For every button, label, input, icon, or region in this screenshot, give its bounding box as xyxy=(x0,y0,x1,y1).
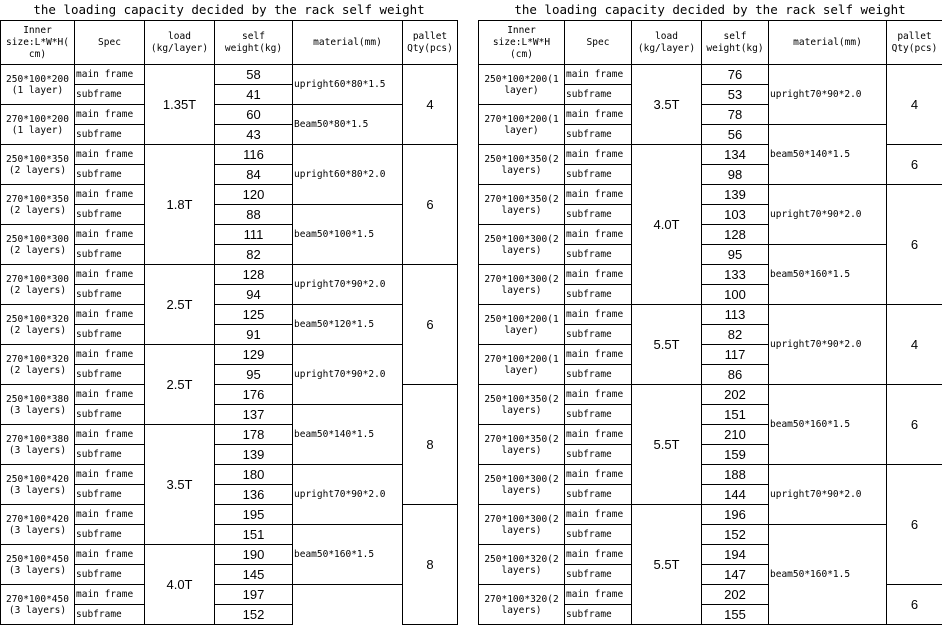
pallet-qty-cell: 6 xyxy=(887,465,942,585)
self-weight-cell: 117 xyxy=(702,345,769,365)
rack-size-cell: 250*100*200(1 layer) xyxy=(479,305,565,345)
pallet-qty-cell: 6 xyxy=(403,265,458,385)
material-cell: beam50*140*1.5 xyxy=(769,125,887,185)
spec-subframe: subframe xyxy=(75,325,145,345)
rack-size-cell: 270*100*450 (3 layers) xyxy=(1,585,75,625)
header-spec: Spec xyxy=(75,21,145,65)
self-weight-cell: 94 xyxy=(215,285,293,305)
spec-subframe: subframe xyxy=(75,205,145,225)
spec-subframe: subframe xyxy=(75,525,145,545)
spec-main-frame: main frame xyxy=(565,465,632,485)
rack-size-cell: 270*100*320(2 layers) xyxy=(479,585,565,625)
capacity-table-right xyxy=(478,20,942,625)
rack-size-cell: 250*100*200 (1 layer) xyxy=(1,65,75,105)
rack-size-cell: 250*100*320 (2 layers) xyxy=(1,305,75,345)
self-weight-cell: 82 xyxy=(215,245,293,265)
self-weight-cell: 95 xyxy=(215,365,293,385)
self-weight-cell: 98 xyxy=(702,165,769,185)
material-cell: beam50*160*1.5 xyxy=(769,385,887,465)
pallet-qty-cell: 6 xyxy=(887,145,942,185)
load-cell: 5.5T xyxy=(632,505,702,625)
header-load: load (kg/layer) xyxy=(632,21,702,65)
load-cell: 3.5T xyxy=(145,425,215,545)
table-title: the loading capacity decided by the rack self weight xyxy=(478,0,942,20)
left-table-panel xyxy=(0,0,458,622)
spec-subframe: subframe xyxy=(75,485,145,505)
table-row xyxy=(479,385,942,405)
self-weight-cell: 151 xyxy=(702,405,769,425)
load-cell: 5.5T xyxy=(632,305,702,385)
material-cell: upright70*90*2.0 xyxy=(293,265,403,305)
header-size: Inner size:L*W*H (cm) xyxy=(479,21,565,65)
material-cell: upright60*80*2.0 xyxy=(293,145,403,205)
spec-subframe: subframe xyxy=(565,285,632,305)
header-material: material(mm) xyxy=(769,21,887,65)
rack-size-cell: 250*100*350 (2 layers) xyxy=(1,145,75,185)
self-weight-cell: 190 xyxy=(215,545,293,565)
self-weight-cell: 100 xyxy=(702,285,769,305)
pallet-qty-cell: 6 xyxy=(887,185,942,305)
spec-main-frame: main frame xyxy=(75,185,145,205)
self-weight-cell: 145 xyxy=(215,565,293,585)
rack-size-cell: 270*100*300(2 layers) xyxy=(479,265,565,305)
material-cell: beam50*140*1.5 xyxy=(293,405,403,465)
load-cell: 4.0T xyxy=(632,145,702,305)
self-weight-cell: 139 xyxy=(702,185,769,205)
self-weight-cell: 144 xyxy=(702,485,769,505)
self-weight-cell: 120 xyxy=(215,185,293,205)
spec-main-frame: main frame xyxy=(75,545,145,565)
self-weight-cell: 125 xyxy=(215,305,293,325)
spec-subframe: subframe xyxy=(75,445,145,465)
spec-main-frame: main frame xyxy=(75,585,145,605)
header-row xyxy=(1,21,458,65)
spec-subframe: subframe xyxy=(75,245,145,265)
spec-main-frame: main frame xyxy=(565,585,632,605)
pallet-qty-cell: 6 xyxy=(887,385,942,465)
material-cell: beam50*160*1.5 xyxy=(293,525,403,585)
header-material: material(mm) xyxy=(293,21,403,65)
pallet-qty-cell: 8 xyxy=(403,505,458,625)
self-weight-cell: 43 xyxy=(215,125,293,145)
self-weight-cell: 111 xyxy=(215,225,293,245)
spec-subframe: subframe xyxy=(565,405,632,425)
self-weight-cell: 197 xyxy=(215,585,293,605)
spec-subframe: subframe xyxy=(565,205,632,225)
spec-subframe: subframe xyxy=(565,245,632,265)
rack-size-cell: 270*100*200(1 layer) xyxy=(479,105,565,145)
rack-size-cell: 270*100*420 (3 layers) xyxy=(1,505,75,545)
spec-main-frame: main frame xyxy=(565,265,632,285)
self-weight-cell: 113 xyxy=(702,305,769,325)
rack-size-cell: 270*100*200 (1 layer) xyxy=(1,105,75,145)
rack-size-cell: 250*100*420 (3 layers) xyxy=(1,465,75,505)
spec-subframe: subframe xyxy=(565,125,632,145)
spec-subframe: subframe xyxy=(75,565,145,585)
spec-subframe: subframe xyxy=(75,165,145,185)
material-cell: upright60*80*1.5 xyxy=(293,65,403,105)
self-weight-cell: 195 xyxy=(215,505,293,525)
spec-subframe: subframe xyxy=(75,605,145,625)
spec-main-frame: main frame xyxy=(75,505,145,525)
rack-size-cell: 250*100*350(2 layers) xyxy=(479,385,565,425)
self-weight-cell: 60 xyxy=(215,105,293,125)
table-row xyxy=(1,305,458,325)
rack-size-cell: 270*100*300(2 layers) xyxy=(479,505,565,545)
rack-size-cell: 250*100*450 (3 layers) xyxy=(1,545,75,585)
self-weight-cell: 152 xyxy=(215,605,293,625)
spec-subframe: subframe xyxy=(565,325,632,345)
self-weight-cell: 56 xyxy=(702,125,769,145)
capacity-table-left xyxy=(0,20,458,625)
spec-main-frame: main frame xyxy=(565,545,632,565)
right-table-panel xyxy=(478,0,942,622)
load-cell: 3.5T xyxy=(632,65,702,145)
self-weight-cell: 134 xyxy=(702,145,769,165)
material-cell: beam50*160*1.5 xyxy=(769,245,887,305)
spec-subframe: subframe xyxy=(565,365,632,385)
self-weight-cell: 86 xyxy=(702,365,769,385)
material-cell: upright70*90*2.0 xyxy=(769,185,887,245)
self-weight-cell: 82 xyxy=(702,325,769,345)
table-body xyxy=(479,21,942,625)
rack-size-cell: 270*100*200(1 layer) xyxy=(479,345,565,385)
rack-size-cell: 250*100*350(2 layers) xyxy=(479,145,565,185)
pallet-qty-cell: 6 xyxy=(403,145,458,265)
table-body xyxy=(1,21,458,625)
spec-subframe: subframe xyxy=(75,285,145,305)
spec-main-frame: main frame xyxy=(75,225,145,245)
self-weight-cell: 155 xyxy=(702,605,769,625)
table-row xyxy=(1,145,458,165)
rack-size-cell: 270*100*350(2 layers) xyxy=(479,185,565,225)
spec-subframe: subframe xyxy=(75,125,145,145)
table-row xyxy=(1,585,458,605)
self-weight-cell: 152 xyxy=(702,525,769,545)
rack-size-cell: 250*100*380 (3 layers) xyxy=(1,385,75,425)
spec-main-frame: main frame xyxy=(565,425,632,445)
spec-main-frame: main frame xyxy=(565,105,632,125)
material-cell: beam50*100*1.5 xyxy=(293,205,403,265)
self-weight-cell: 188 xyxy=(702,465,769,485)
table-row xyxy=(1,65,458,85)
self-weight-cell: 151 xyxy=(215,525,293,545)
header-weight: self weight(kg) xyxy=(702,21,769,65)
table-row xyxy=(479,185,942,205)
spec-main-frame: main frame xyxy=(75,385,145,405)
spec-main-frame: main frame xyxy=(75,345,145,365)
self-weight-cell: 91 xyxy=(215,325,293,345)
spec-main-frame: main frame xyxy=(75,425,145,445)
self-weight-cell: 84 xyxy=(215,165,293,185)
self-weight-cell: 147 xyxy=(702,565,769,585)
self-weight-cell: 180 xyxy=(215,465,293,485)
header-row xyxy=(479,21,942,65)
spec-main-frame: main frame xyxy=(565,185,632,205)
header-qty: pallet Qty(pcs) xyxy=(403,21,458,65)
spec-main-frame: main frame xyxy=(565,305,632,325)
header-spec: Spec xyxy=(565,21,632,65)
table-row xyxy=(1,465,458,485)
load-cell: 5.5T xyxy=(632,385,702,505)
material-cell: beam50*120*1.5 xyxy=(293,305,403,345)
material-cell: upright70*90*2.0 xyxy=(769,465,887,525)
self-weight-cell: 128 xyxy=(702,225,769,245)
self-weight-cell: 137 xyxy=(215,405,293,425)
spec-main-frame: main frame xyxy=(565,505,632,525)
spec-subframe: subframe xyxy=(565,565,632,585)
spec-main-frame: main frame xyxy=(75,145,145,165)
spec-main-frame: main frame xyxy=(565,65,632,85)
spec-subframe: subframe xyxy=(565,485,632,505)
self-weight-cell: 139 xyxy=(215,445,293,465)
spec-main-frame: main frame xyxy=(565,385,632,405)
rack-size-cell: 250*100*300 (2 layers) xyxy=(1,225,75,265)
rack-size-cell: 270*100*320 (2 layers) xyxy=(1,345,75,385)
spec-main-frame: main frame xyxy=(565,145,632,165)
spec-main-frame: main frame xyxy=(565,225,632,245)
rack-size-cell: 270*100*350(2 layers) xyxy=(479,425,565,465)
self-weight-cell: 58 xyxy=(215,65,293,85)
load-cell: 1.8T xyxy=(145,145,215,265)
self-weight-cell: 88 xyxy=(215,205,293,225)
material-cell: upright70*90*2.0 xyxy=(293,345,403,405)
pallet-qty-cell: 4 xyxy=(887,305,942,385)
spec-subframe: subframe xyxy=(75,405,145,425)
rack-size-cell: 250*100*300(2 layers) xyxy=(479,225,565,265)
table-row xyxy=(1,265,458,285)
self-weight-cell: 159 xyxy=(702,445,769,465)
self-weight-cell: 103 xyxy=(702,205,769,225)
self-weight-cell: 53 xyxy=(702,85,769,105)
material-cell: Beam50*80*1.5 xyxy=(293,105,403,145)
pallet-qty-cell: 6 xyxy=(887,585,942,625)
pallet-qty-cell: 4 xyxy=(887,65,942,145)
spec-subframe: subframe xyxy=(565,445,632,465)
material-cell: upright70*90*2.0 xyxy=(769,65,887,125)
spec-subframe: subframe xyxy=(565,85,632,105)
header-weight: self weight(kg) xyxy=(215,21,293,65)
self-weight-cell: 95 xyxy=(702,245,769,265)
rack-size-cell: 250*100*300(2 layers) xyxy=(479,465,565,505)
rack-size-cell: 270*100*300 (2 layers) xyxy=(1,265,75,305)
table-row xyxy=(1,345,458,365)
table-row xyxy=(479,305,942,325)
spec-main-frame: main frame xyxy=(75,305,145,325)
load-cell: 1.35T xyxy=(145,65,215,145)
table-row xyxy=(479,465,942,485)
self-weight-cell: 129 xyxy=(215,345,293,365)
rack-size-cell: 250*100*320(2 layers) xyxy=(479,545,565,585)
self-weight-cell: 194 xyxy=(702,545,769,565)
table-row xyxy=(1,105,458,125)
spec-subframe: subframe xyxy=(75,365,145,385)
spec-main-frame: main frame xyxy=(75,265,145,285)
header-size: Inner size:L*W*H( cm) xyxy=(1,21,75,65)
self-weight-cell: 133 xyxy=(702,265,769,285)
table-title: the loading capacity decided by the rack self weight xyxy=(0,0,458,20)
spec-main-frame: main frame xyxy=(565,345,632,365)
self-weight-cell: 196 xyxy=(702,505,769,525)
pallet-qty-cell: 4 xyxy=(403,65,458,145)
self-weight-cell: 116 xyxy=(215,145,293,165)
spec-subframe: subframe xyxy=(565,165,632,185)
load-cell: 4.0T xyxy=(145,545,215,625)
self-weight-cell: 176 xyxy=(215,385,293,405)
material-cell: upright70*90*2.0 xyxy=(293,465,403,525)
spec-main-frame: main frame xyxy=(75,65,145,85)
header-qty: pallet Qty(pcs) xyxy=(887,21,942,65)
self-weight-cell: 128 xyxy=(215,265,293,285)
spec-subframe: subframe xyxy=(565,605,632,625)
spec-main-frame: main frame xyxy=(75,105,145,125)
self-weight-cell: 202 xyxy=(702,585,769,605)
rack-size-cell: 250*100*200(1 layer) xyxy=(479,65,565,105)
load-cell: 2.5T xyxy=(145,345,215,425)
spec-subframe: subframe xyxy=(75,85,145,105)
material-cell: beam50*160*1.5 xyxy=(769,525,887,625)
self-weight-cell: 78 xyxy=(702,105,769,125)
load-cell: 2.5T xyxy=(145,265,215,345)
self-weight-cell: 202 xyxy=(702,385,769,405)
table-row xyxy=(479,65,942,85)
self-weight-cell: 178 xyxy=(215,425,293,445)
pallet-qty-cell: 8 xyxy=(403,385,458,505)
self-weight-cell: 136 xyxy=(215,485,293,505)
self-weight-cell: 210 xyxy=(702,425,769,445)
spec-subframe: subframe xyxy=(565,525,632,545)
header-load: load (kg/layer) xyxy=(145,21,215,65)
spec-main-frame: main frame xyxy=(75,465,145,485)
self-weight-cell: 76 xyxy=(702,65,769,85)
material-cell: upright70*90*2.0 xyxy=(769,305,887,385)
rack-size-cell: 270*100*380 (3 layers) xyxy=(1,425,75,465)
rack-size-cell: 270*100*350 (2 layers) xyxy=(1,185,75,225)
self-weight-cell: 41 xyxy=(215,85,293,105)
